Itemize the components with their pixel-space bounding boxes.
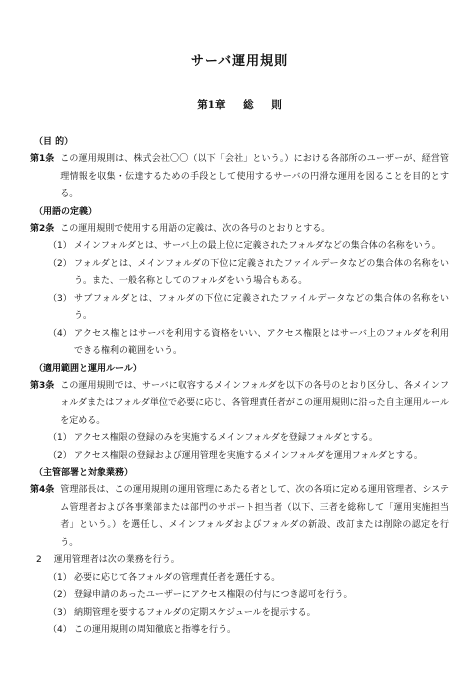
article-text: 管理部長は、この運用規則の運用管理にあたる者として、次の各項に定める運用管理者、システム管理者および各事業部または部門のサポート担当者（以下、三者を総称して「運用実施担当者」という。）を選任し、メインフォルダおよびフォルダの新設、改訂または削除の認定を行う。: [60, 485, 449, 548]
item-marker: （2）: [48, 590, 72, 600]
item-marker: （1）: [48, 241, 72, 251]
item-marker: （1）: [48, 433, 72, 443]
item-text: アクセス権とはサーバを利用する資格をいい、アクセス権限とはサーバ上のフォルダを利用できる権利の範囲をいう。: [74, 328, 449, 356]
clause-number: 2: [36, 555, 42, 565]
list-item: [48, 326, 449, 361]
section-heading-purpose: （目 的）: [34, 137, 74, 147]
section-heading-definitions: （用語の定義）: [34, 206, 98, 217]
item-marker: （1）: [48, 572, 72, 583]
list-item: [48, 587, 449, 605]
item-text: 納期管理を要するフォルダの定期スケジュールを提示する。: [74, 607, 316, 618]
article-3: [30, 378, 449, 431]
item-text: 登録申請のあったユーザーにアクセス権限の付与につき認可を行う。: [74, 590, 353, 600]
clause-2-items: [30, 570, 449, 640]
list-item: [48, 605, 449, 623]
article-4: [30, 482, 449, 552]
item-marker: （4）: [48, 328, 72, 339]
item-text: アクセス権限の登録および運用管理を実施するメインフォルダを運用フォルダとする。: [74, 450, 423, 461]
article-number: 第1条: [30, 154, 55, 164]
article-number: 第2条: [30, 223, 55, 234]
article-3-items: [30, 430, 449, 465]
article-text: この運用規則では、サーバに収容するメインフォルダを以下の各号のとおり区分し、各メインフォルダまたはフォルダ単位で必要に応じ、各管理責任者がこの運用規則に沿った自主運用ルールを定める。: [60, 380, 449, 426]
item-marker: （2）: [48, 450, 72, 461]
list-item: [48, 622, 449, 640]
article-1: [30, 151, 449, 204]
item-marker: （4）: [48, 625, 72, 635]
item-text: アクセス権限の登録のみを実施するメインフォルダを登録フォルダとする。: [74, 433, 378, 443]
list-item: [48, 430, 449, 448]
item-text: メインフォルダとは、サーバ上の最上位に定義されたフォルダなどの集合体の名称をいう。: [74, 241, 441, 251]
list-item: [48, 256, 449, 291]
item-text: この運用規則の周知徹底と指導を行う。: [74, 625, 237, 635]
item-text: 必要に応じて各フォルダの管理責任者を選任する。: [74, 572, 281, 583]
article-2-items: [30, 238, 449, 361]
article-2: [30, 221, 449, 239]
list-item: [48, 291, 449, 326]
section-heading-scope: （適用範囲と運用ルール）: [34, 363, 142, 374]
list-item: [48, 570, 449, 588]
article-4-clause-2: [30, 552, 449, 570]
clause-text: 運用管理者は次の業務を行う。: [53, 555, 180, 565]
document-title: サーバ運用規則: [190, 54, 289, 69]
list-item: [48, 238, 449, 256]
list-item: [48, 448, 449, 466]
item-marker: （2）: [48, 258, 72, 269]
article-text: この運用規則で使用する用語の定義は、次の各号のとおりとする。: [60, 223, 331, 234]
chapter-heading: 第1章 総 則: [197, 99, 282, 111]
item-text: フォルダとは、メインフォルダの下位に定義されたファイルデータなどの集合体の名称をいう。また、一般名称としてのフォルダをいう場合もある。: [74, 258, 449, 286]
item-marker: （3）: [48, 293, 72, 304]
article-number: 第3条: [30, 380, 55, 391]
article-number: 第4条: [30, 485, 55, 495]
item-text: サブフォルダとは、フォルダの下位に定義されたファイルデータなどの集合体の名称をいう。: [74, 293, 449, 321]
item-marker: （3）: [48, 607, 72, 618]
article-text: この運用規則は、株式会社〇〇（以下「会社」という。）における各部所のユーザーが、経営管理情報を収集・伝達するための手段として使用するサーバの円滑な運用を図ることを目的とする。: [60, 154, 449, 199]
section-heading-department: （主管部署と対象業務）: [34, 468, 134, 478]
